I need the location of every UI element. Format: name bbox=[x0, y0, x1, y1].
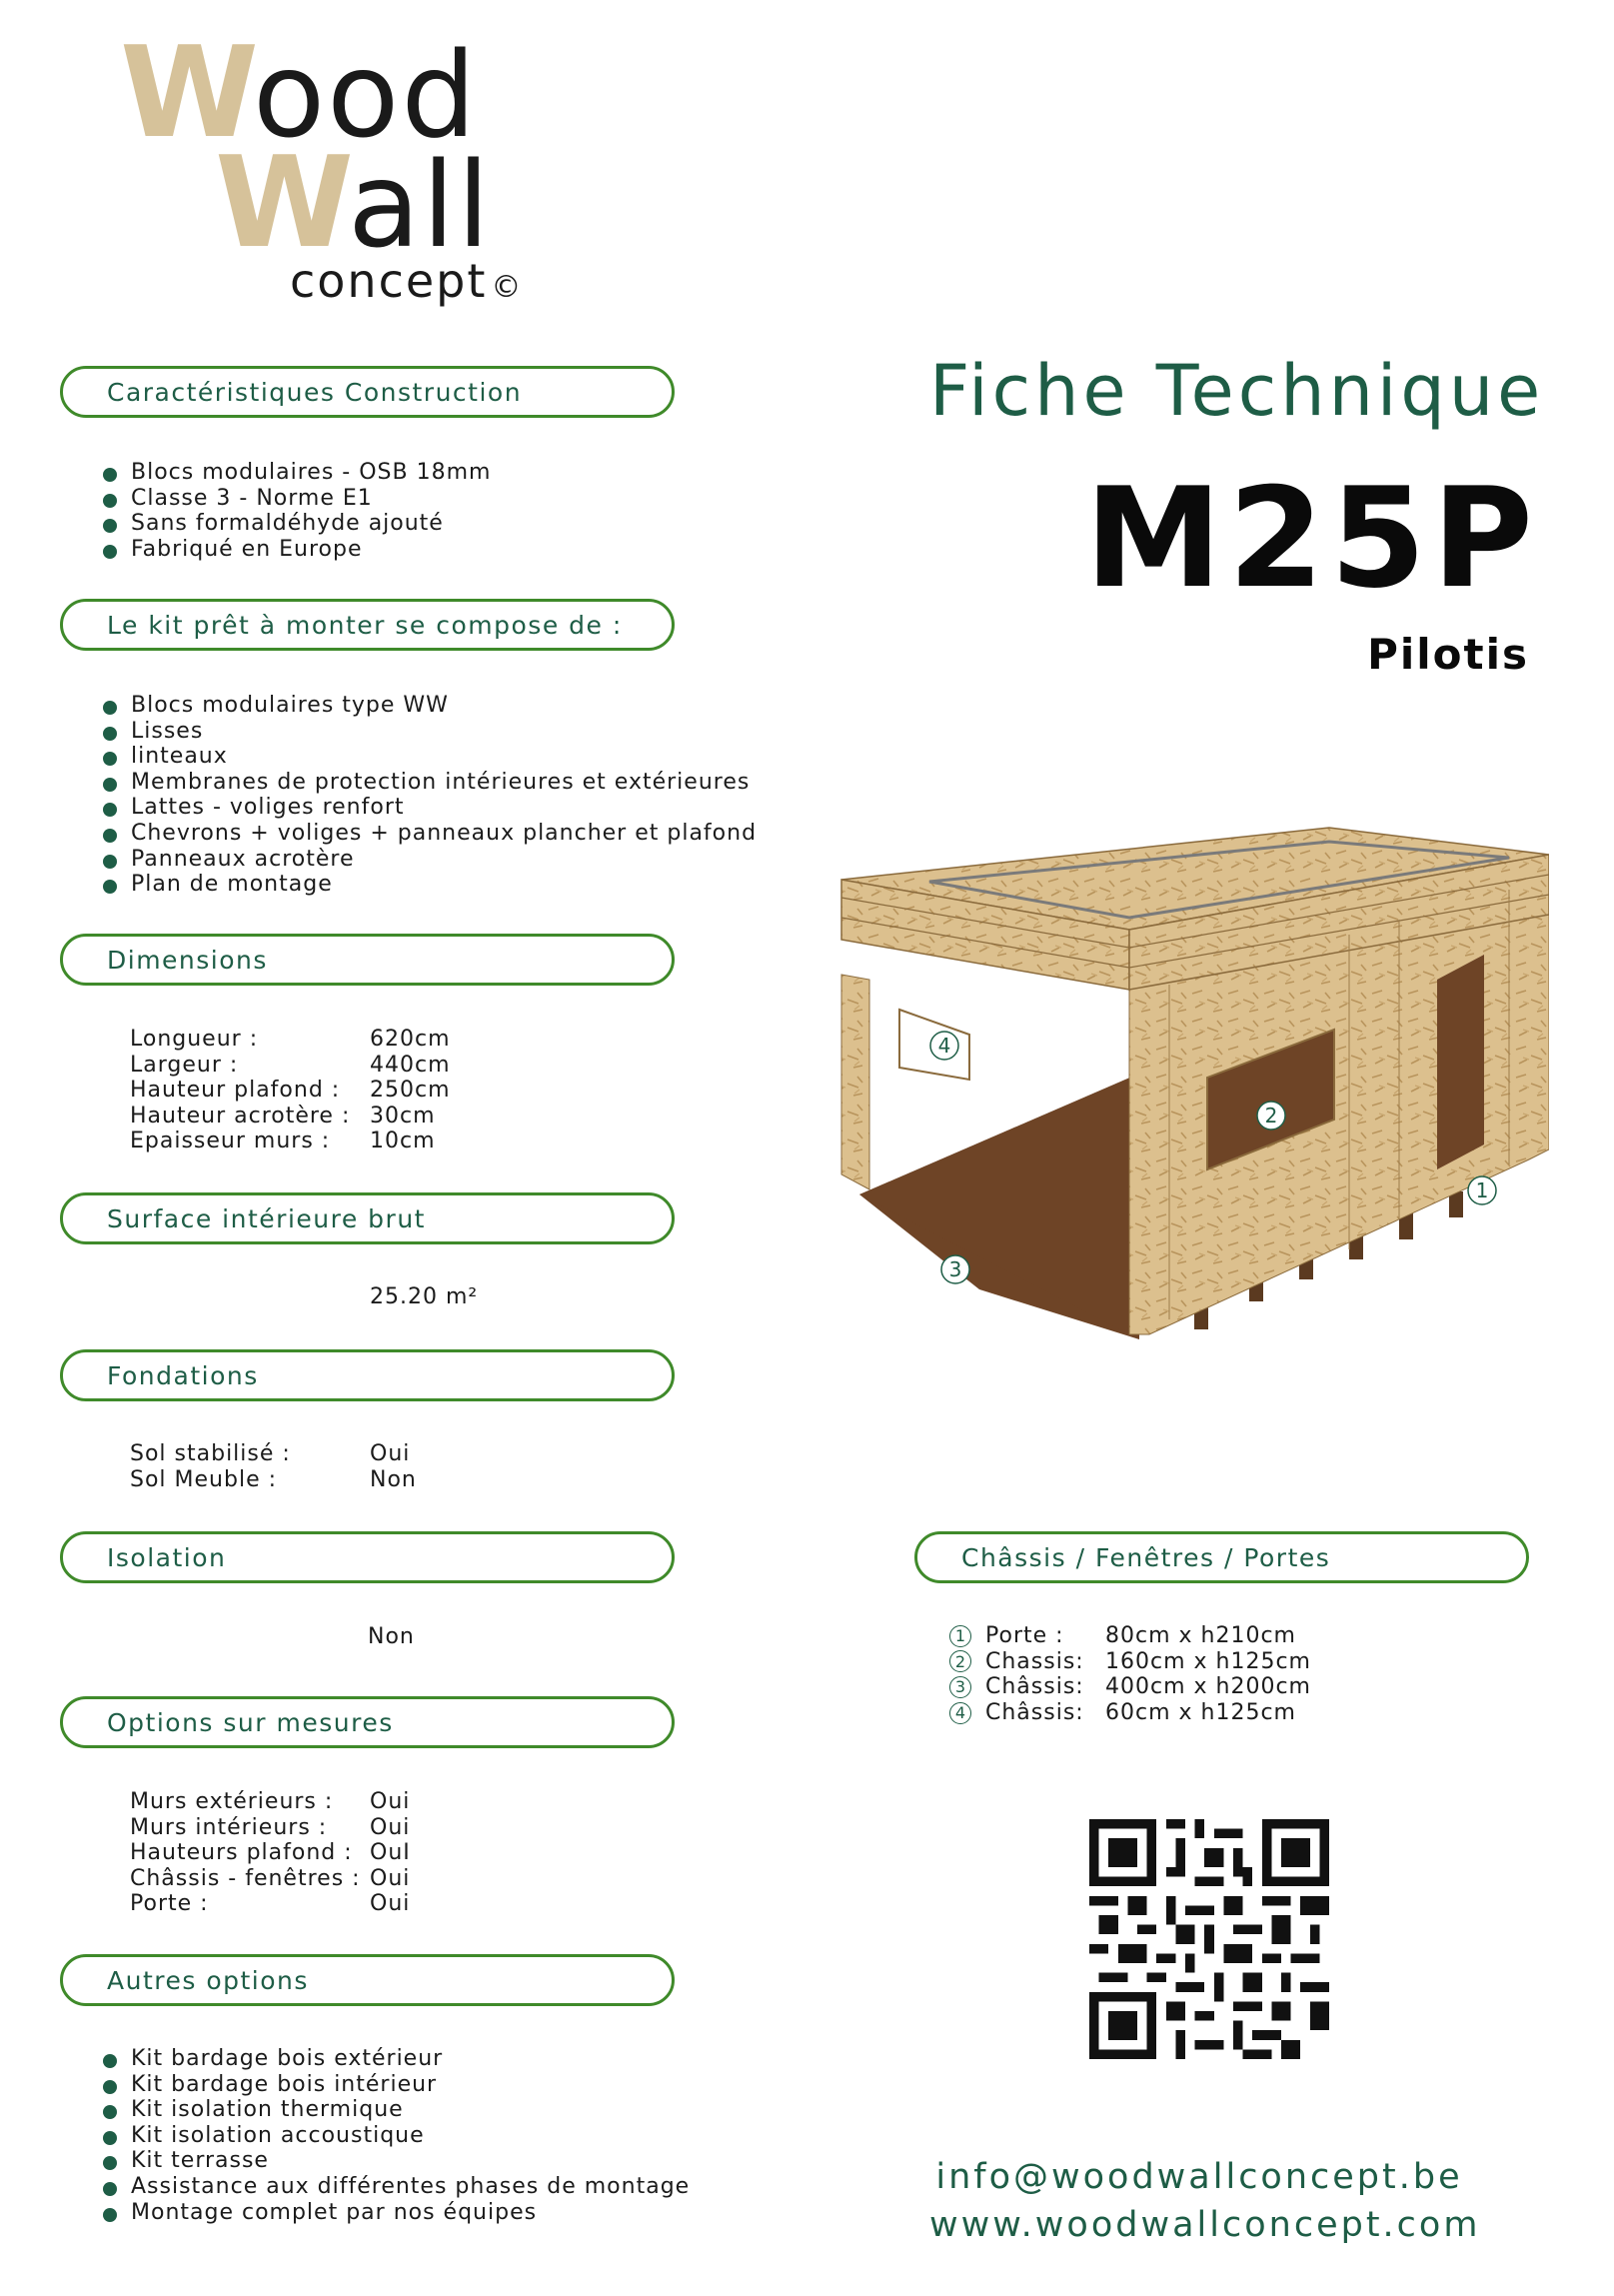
svg-text:3: 3 bbox=[948, 1257, 962, 1281]
list-item: Panneaux acrotère bbox=[103, 847, 757, 873]
contact-website[interactable]: www.woodwallconcept.com bbox=[929, 2205, 1481, 2245]
list-item: Membranes de protection intérieures et extérieures bbox=[103, 770, 757, 796]
other-options-list bbox=[103, 2046, 690, 2225]
kit-header: Le kit prêt à monter se compose de : bbox=[60, 599, 675, 651]
insulation-header: Isolation bbox=[60, 1531, 675, 1583]
bullet-icon bbox=[103, 494, 117, 508]
foundations-header: Fondations bbox=[60, 1349, 675, 1401]
logo-w-letter: W bbox=[120, 19, 253, 166]
marker-4 bbox=[930, 1032, 958, 1060]
list-item: Plan de montage bbox=[103, 872, 757, 898]
list-item: Lisses bbox=[103, 719, 757, 745]
list-item: Kit isolation thermique bbox=[103, 2097, 690, 2123]
dimensions-table bbox=[130, 1027, 451, 1154]
list-item: Assistance aux différentes phases de montage bbox=[103, 2174, 690, 2200]
marker-1 bbox=[1468, 1176, 1496, 1204]
table-row: Largeur : 440cm bbox=[130, 1052, 451, 1078]
logo-word-ood: ood bbox=[252, 26, 479, 164]
table-row: Murs extérieurs : Oui bbox=[130, 1789, 411, 1814]
list-item: Kit bardage bois extérieur bbox=[103, 2046, 690, 2072]
surface-value: 25.20 m² bbox=[370, 1284, 479, 1309]
list-item: Lattes - voliges renfort bbox=[103, 795, 757, 821]
wall-left bbox=[841, 975, 869, 1189]
door-opening bbox=[1437, 955, 1484, 1169]
number-4-icon: 4 bbox=[949, 1702, 971, 1724]
bullet-icon bbox=[103, 2054, 117, 2068]
table-row: 2 Chassis: 160cm x h125cm bbox=[949, 1649, 1311, 1675]
bullet-icon bbox=[103, 778, 117, 792]
svg-text:1: 1 bbox=[1475, 1178, 1489, 1202]
model-name: M25P bbox=[1084, 458, 1539, 619]
bullet-icon bbox=[103, 803, 117, 817]
bullet-icon bbox=[103, 545, 117, 559]
list-item: linteaux bbox=[103, 744, 757, 770]
construction-list bbox=[103, 460, 491, 562]
table-row: 3 Châssis: 400cm x h200cm bbox=[949, 1674, 1311, 1700]
list-item: Kit bardage bois intérieur bbox=[103, 2072, 690, 2098]
table-row: Sol Meuble : Non bbox=[130, 1466, 417, 1492]
model-subtitle: Pilotis bbox=[1367, 630, 1529, 679]
document-title: Fiche Technique bbox=[929, 350, 1545, 432]
bullet-icon bbox=[103, 2182, 117, 2196]
bullet-icon bbox=[103, 2131, 117, 2145]
logo-w-letter-2: W bbox=[215, 129, 348, 276]
dimensions-header: Dimensions bbox=[60, 934, 675, 986]
table-row: Châssis - fenêtres : Oui bbox=[130, 1865, 411, 1891]
table-row: Longueur : 620cm bbox=[130, 1027, 451, 1052]
list-item: Kit isolation accoustique bbox=[103, 2123, 690, 2149]
kit-list bbox=[103, 693, 757, 898]
list-item: Chevrons + voliges + panneaux plancher et plafond bbox=[103, 821, 757, 847]
insulation-value: Non bbox=[368, 1624, 415, 1649]
table-row: Hauteur acrotère : 30cm bbox=[130, 1103, 436, 1129]
marker-3 bbox=[941, 1255, 969, 1283]
number-3-icon: 3 bbox=[949, 1676, 971, 1698]
bullet-icon bbox=[103, 752, 117, 766]
bullet-icon bbox=[103, 2208, 117, 2222]
list-item: Blocs modulaires type WW bbox=[103, 693, 757, 719]
bullet-icon bbox=[103, 829, 117, 843]
construction-header: Caractéristiques Construction bbox=[60, 366, 675, 418]
list-item: Montage complet par nos équipes bbox=[103, 2200, 690, 2226]
bullet-icon bbox=[103, 701, 117, 715]
list-item: Sans formaldéhyde ajouté bbox=[103, 511, 491, 537]
marker-2 bbox=[1257, 1102, 1285, 1130]
bullet-icon bbox=[103, 855, 117, 869]
company-logo bbox=[120, 19, 560, 310]
svg-text:4: 4 bbox=[937, 1034, 951, 1058]
cabin-drawing bbox=[829, 820, 1549, 1359]
custom-options-header: Options sur mesures bbox=[60, 1696, 675, 1748]
table-row: 4 Châssis: 60cm x h125cm bbox=[949, 1700, 1311, 1726]
bullet-icon bbox=[103, 2105, 117, 2119]
logo-word-concept: concept bbox=[290, 254, 488, 308]
bullet-icon bbox=[103, 880, 117, 894]
chassis-list bbox=[949, 1623, 1311, 1725]
table-row: Hauteurs plafond : OuI bbox=[130, 1840, 411, 1866]
list-item: Classe 3 - Norme E1 bbox=[103, 486, 491, 512]
surface-header: Surface intérieure brut bbox=[60, 1192, 675, 1244]
foundations-table bbox=[130, 1441, 417, 1492]
other-options-header: Autres options bbox=[60, 1954, 675, 2006]
chassis-header: Châssis / Fenêtres / Portes bbox=[914, 1531, 1529, 1583]
table-row: Porte : Oui bbox=[130, 1891, 411, 1917]
contact-email[interactable]: info@woodwallconcept.be bbox=[935, 2157, 1463, 2197]
table-row: Hauteur plafond : 250cm bbox=[130, 1078, 451, 1104]
number-1-icon: 1 bbox=[949, 1625, 971, 1647]
list-item: Fabriqué en Europe bbox=[103, 537, 491, 563]
table-row: Murs intérieurs : Oui bbox=[130, 1814, 411, 1840]
list-item: Blocs modulaires - OSB 18mm bbox=[103, 460, 491, 486]
table-row: Sol stabilisé : Oui bbox=[130, 1441, 411, 1466]
bullet-icon bbox=[103, 468, 117, 482]
logo-word-all: all bbox=[347, 136, 492, 274]
bullet-icon bbox=[103, 2156, 117, 2170]
bullet-icon bbox=[103, 519, 117, 533]
copyright-mark: © bbox=[491, 270, 524, 305]
bullet-icon bbox=[103, 2080, 117, 2094]
table-row: 1 Porte : 80cm x h210cm bbox=[949, 1623, 1311, 1649]
custom-options-table bbox=[130, 1789, 411, 1917]
list-item: Kit terrasse bbox=[103, 2148, 690, 2174]
number-2-icon: 2 bbox=[949, 1650, 971, 1672]
qr-code[interactable] bbox=[1089, 1819, 1329, 2059]
table-row: Epaisseur murs : 10cm bbox=[130, 1129, 436, 1154]
bullet-icon bbox=[103, 727, 117, 741]
svg-text:2: 2 bbox=[1264, 1104, 1278, 1128]
